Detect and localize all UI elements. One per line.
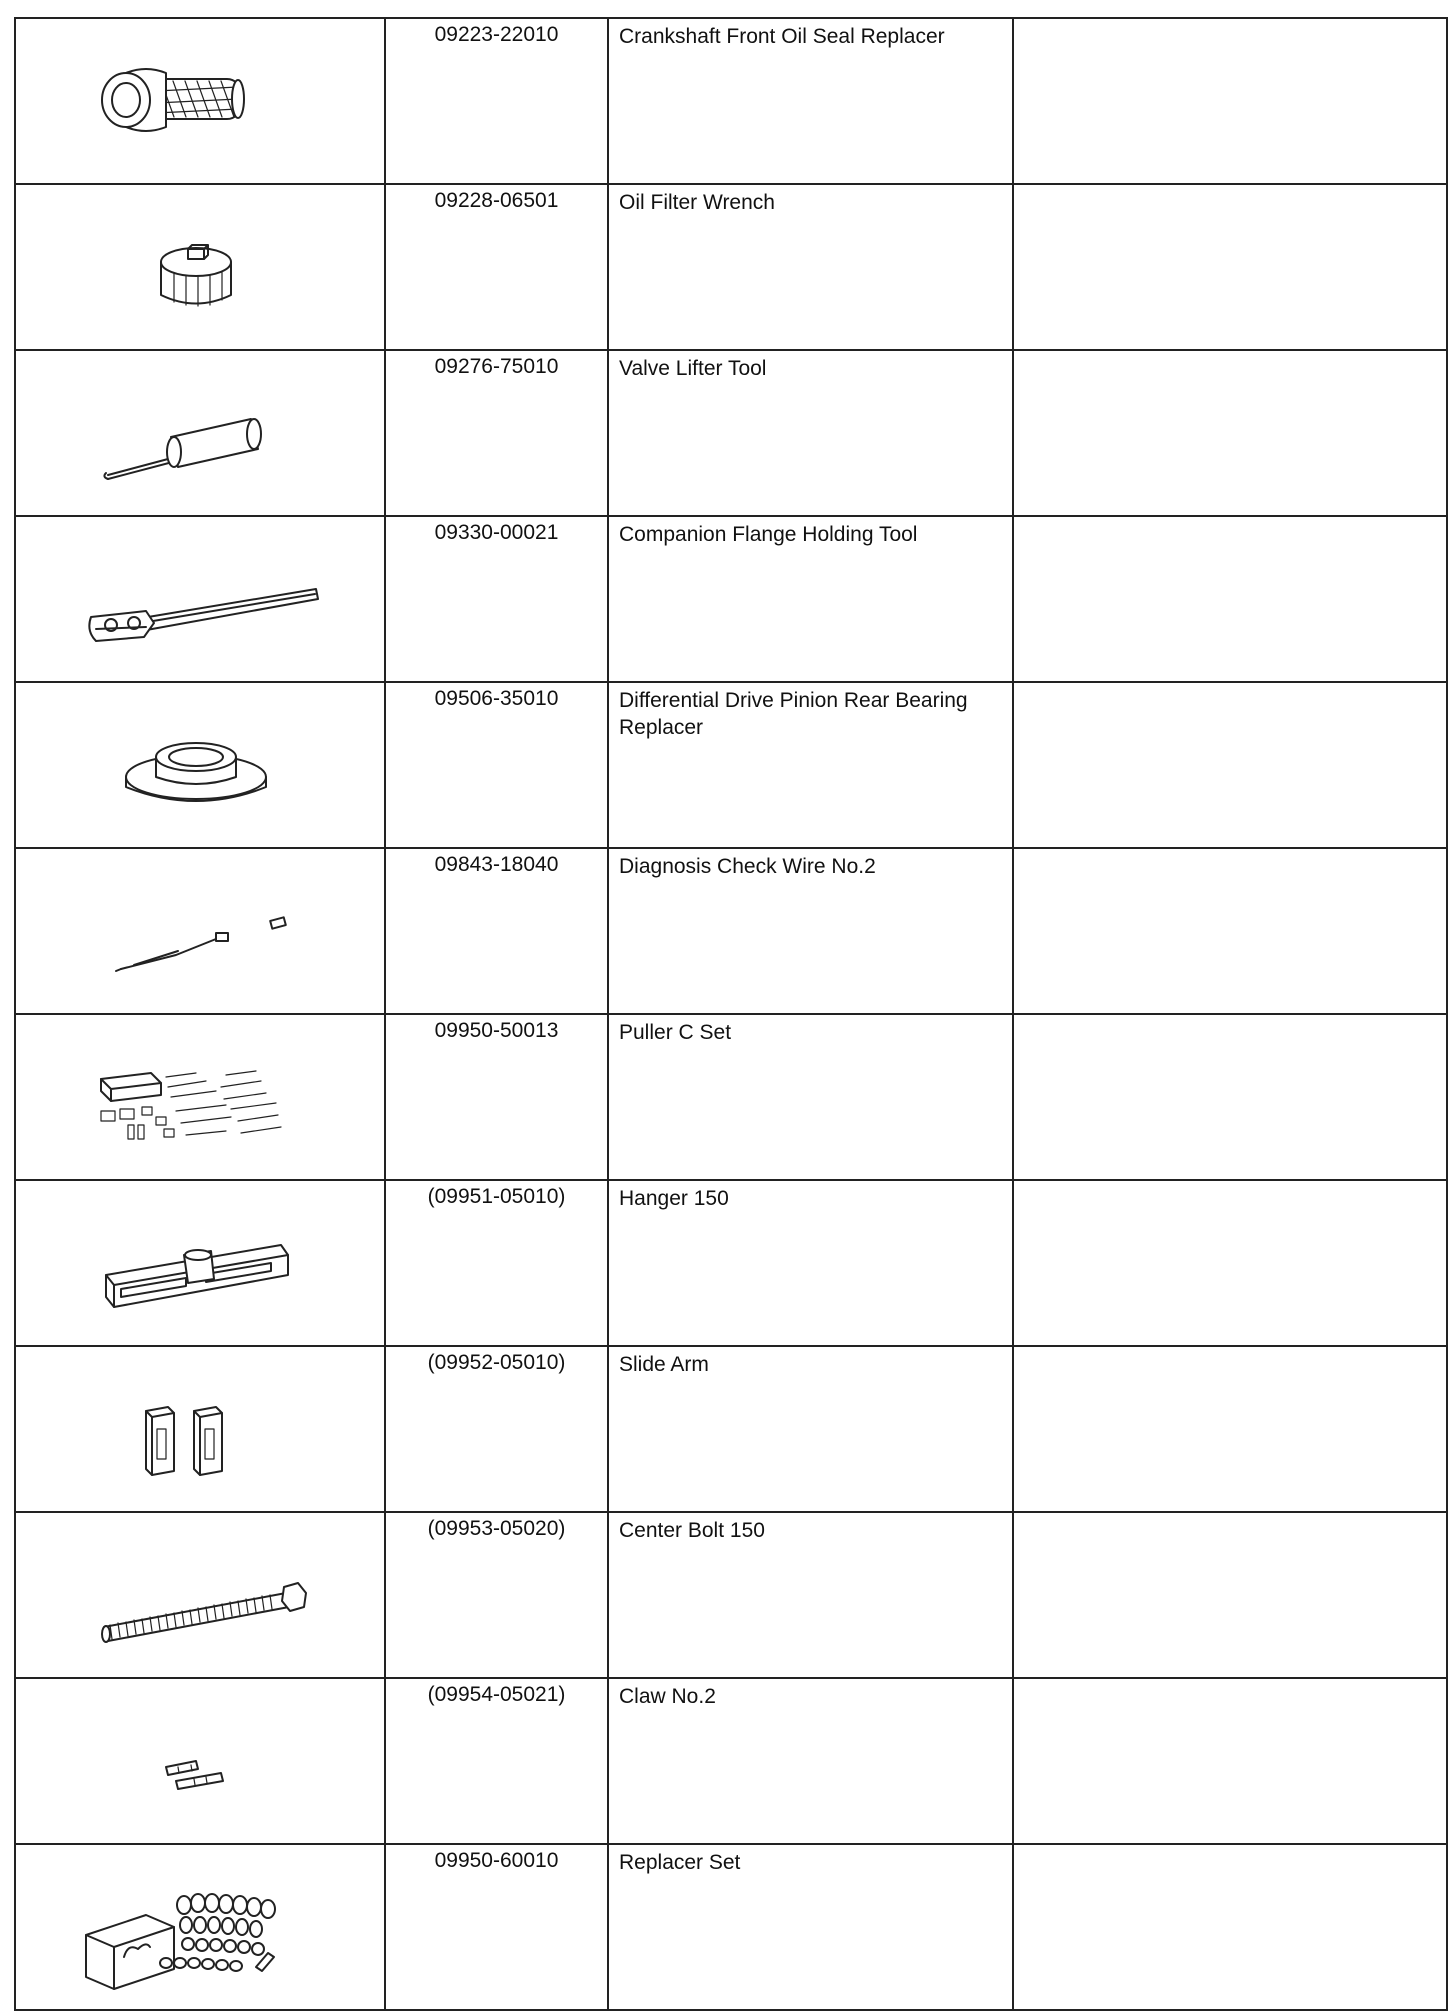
illustration-cell	[15, 1014, 385, 1180]
table-row	[15, 18, 1447, 184]
part-number: (09954-05021)	[385, 1678, 608, 1844]
tool-name: Diagnosis Check Wire No.2	[608, 848, 1013, 1014]
illustration-cell	[15, 1678, 385, 1844]
hanger-icon	[16, 1181, 384, 1345]
illustration-cell	[15, 1512, 385, 1678]
part-number: 09950-50013	[385, 1014, 608, 1180]
illustration-cell	[15, 848, 385, 1014]
valve-lifter-tool-icon	[16, 351, 384, 515]
table-row	[15, 1512, 1447, 1678]
part-number: 09228-06501	[385, 184, 608, 350]
part-number: 09843-18040	[385, 848, 608, 1014]
part-number: (09953-05020)	[385, 1512, 608, 1678]
part-number: 09223-22010	[385, 18, 608, 184]
note-cell	[1013, 1844, 1447, 2010]
table-row	[15, 1678, 1447, 1844]
note-cell	[1013, 516, 1447, 682]
illustration-cell	[15, 184, 385, 350]
note-cell	[1013, 682, 1447, 848]
tool-name: Center Bolt 150	[608, 1512, 1013, 1678]
replacer-set-icon	[16, 1845, 384, 2009]
tool-name: Valve Lifter Tool	[608, 350, 1013, 516]
table-row	[15, 350, 1447, 516]
table-row	[15, 1180, 1447, 1346]
note-cell	[1013, 848, 1447, 1014]
oil-filter-wrench-icon	[16, 185, 384, 349]
table-row	[15, 516, 1447, 682]
part-number: (09951-05010)	[385, 1180, 608, 1346]
tool-name: Crankshaft Front Oil Seal Replacer	[608, 18, 1013, 184]
illustration-cell	[15, 350, 385, 516]
note-cell	[1013, 18, 1447, 184]
part-number: 09506-35010	[385, 682, 608, 848]
check-wire-icon	[16, 849, 384, 1013]
slide-arm-icon	[16, 1347, 384, 1511]
tool-name: Claw No.2	[608, 1678, 1013, 1844]
note-cell	[1013, 1346, 1447, 1512]
note-cell	[1013, 1180, 1447, 1346]
flange-holding-tool-icon	[16, 517, 384, 681]
tool-name: Differential Drive Pinion Rear Bearing Replacer	[608, 682, 1013, 848]
part-number: (09952-05010)	[385, 1346, 608, 1512]
tool-name: Slide Arm	[608, 1346, 1013, 1512]
illustration-cell	[15, 18, 385, 184]
special-service-tools-table	[14, 17, 1448, 2011]
illustration-cell	[15, 1844, 385, 2010]
tool-name: Hanger 150	[608, 1180, 1013, 1346]
table-row	[15, 848, 1447, 1014]
tool-name: Replacer Set	[608, 1844, 1013, 2010]
tool-name: Companion Flange Holding Tool	[608, 516, 1013, 682]
tool-name: Oil Filter Wrench	[608, 184, 1013, 350]
table-row	[15, 184, 1447, 350]
table-row	[15, 1844, 1447, 2010]
part-number: 09950-60010	[385, 1844, 608, 2010]
table-row	[15, 1014, 1447, 1180]
note-cell	[1013, 1512, 1447, 1678]
illustration-cell	[15, 1180, 385, 1346]
illustration-cell	[15, 1346, 385, 1512]
note-cell	[1013, 1014, 1447, 1180]
bearing-replacer-icon	[16, 683, 384, 847]
part-number: 09330-00021	[385, 516, 608, 682]
puller-set-icon	[16, 1015, 384, 1179]
claw-icon	[16, 1679, 384, 1843]
note-cell	[1013, 350, 1447, 516]
illustration-cell	[15, 682, 385, 848]
note-cell	[1013, 184, 1447, 350]
note-cell	[1013, 1678, 1447, 1844]
seal-replacer-icon	[16, 19, 384, 183]
table-row	[15, 1346, 1447, 1512]
table-row	[15, 682, 1447, 848]
part-number: 09276-75010	[385, 350, 608, 516]
center-bolt-icon	[16, 1513, 384, 1677]
tool-name: Puller C Set	[608, 1014, 1013, 1180]
illustration-cell	[15, 516, 385, 682]
